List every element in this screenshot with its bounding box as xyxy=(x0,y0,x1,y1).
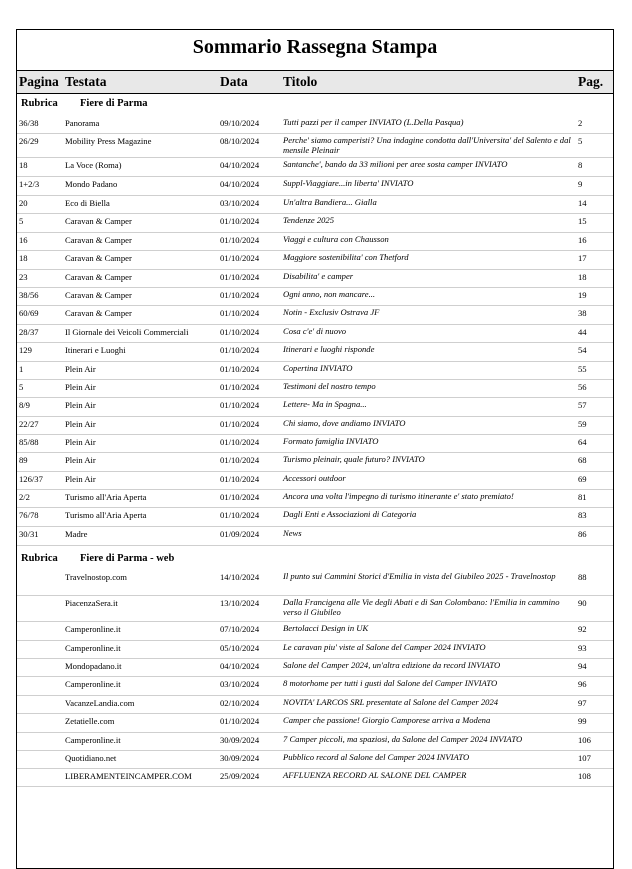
cell-data: 01/09/2024 xyxy=(220,529,260,539)
cell-testata: Madre xyxy=(65,529,88,539)
cell-titolo[interactable]: Dalla Francigena alle Vie degli Abati e di San Colombano: l'Emilia in cammino verso il Giubileo xyxy=(283,597,560,617)
cell-pag: 18 xyxy=(578,272,587,282)
table-row xyxy=(17,714,613,733)
cell-pag: 44 xyxy=(578,327,587,337)
cell-pag: 92 xyxy=(578,624,587,634)
cell-data: 01/10/2024 xyxy=(220,400,260,410)
cell-titolo[interactable]: Camper che passione! Giorgio Camporese arriva a Modena xyxy=(283,715,491,725)
table-row xyxy=(17,527,613,546)
cell-titolo[interactable]: Turismo pleinair, quale futuro? INVIATO xyxy=(283,454,425,464)
cell-testata: Camperonline.it xyxy=(65,679,121,689)
cell-pag: 17 xyxy=(578,253,587,263)
table-row xyxy=(17,251,613,270)
cell-testata: LIBERAMENTEINCAMPER.COM xyxy=(65,771,192,781)
table-row xyxy=(17,398,613,417)
cell-titolo[interactable]: Il punto sui Cammini Storici d'Emilia in vista del Giubileo 2025 - Travelnostop xyxy=(283,571,556,581)
cell-testata: Mondopadano.it xyxy=(65,661,122,671)
cell-titolo[interactable]: Cosa c'e' di nuovo xyxy=(283,326,347,336)
table-row xyxy=(17,508,613,527)
cell-titolo[interactable]: Ogni anno, non mancare... xyxy=(283,289,376,299)
cell-pag: 5 xyxy=(578,136,583,146)
cell-pagina: 5 xyxy=(19,216,24,226)
cell-titolo[interactable]: Lettere- Ma in Spagna... xyxy=(283,399,367,409)
cell-pag: 108 xyxy=(578,771,591,781)
cell-pag: 86 xyxy=(578,529,587,539)
cell-data: 01/10/2024 xyxy=(220,364,260,374)
cell-data: 01/10/2024 xyxy=(220,308,260,318)
cell-pagina: 18 xyxy=(19,253,28,263)
cell-testata: Plein Air xyxy=(65,364,96,374)
cell-data: 01/10/2024 xyxy=(220,382,260,392)
table-row xyxy=(17,733,613,751)
cell-testata: Camperonline.it xyxy=(65,643,121,653)
cell-pag: 99 xyxy=(578,716,587,726)
table-row xyxy=(17,490,613,508)
cell-pagina: 2/2 xyxy=(19,492,30,502)
cell-pag: 93 xyxy=(578,643,587,653)
header-data: Data xyxy=(220,74,248,89)
cell-pagina: 23 xyxy=(19,272,28,282)
cell-testata: Plein Air xyxy=(65,382,96,392)
cell-testata: La Voce (Roma) xyxy=(65,160,122,170)
cell-data: 01/10/2024 xyxy=(220,327,260,337)
cell-titolo[interactable]: Le caravan piu' viste al Salone del Camper 2024 INVIATO xyxy=(283,642,486,652)
cell-testata: Camperonline.it xyxy=(65,624,121,634)
cell-data: 30/09/2024 xyxy=(220,753,260,763)
table-row xyxy=(17,214,613,233)
cell-testata: Camperonline.it xyxy=(65,735,121,745)
cell-testata: Plein Air xyxy=(65,455,96,465)
table-row xyxy=(17,472,613,490)
cell-testata: Plein Air xyxy=(65,474,96,484)
cell-pagina: 36/38 xyxy=(19,118,39,128)
cell-testata: Panorama xyxy=(65,118,100,128)
cell-pagina: 30/31 xyxy=(19,529,39,539)
cell-data: 14/10/2024 xyxy=(220,572,260,582)
cell-testata: Quotidiano.net xyxy=(65,753,117,763)
cell-testata: Plein Air xyxy=(65,419,96,429)
table-row xyxy=(17,696,613,714)
cell-titolo[interactable]: Disabilita' e camper xyxy=(283,271,354,281)
cell-titolo[interactable]: Dagli Enti e Associazioni di Categoria xyxy=(283,509,417,519)
cell-titolo[interactable]: Ancora una volta l'impegno di turismo itinerante e' stato premiato! xyxy=(283,491,514,501)
cell-titolo[interactable]: Salone del Camper 2024, un'altra edizione da record INVIATO xyxy=(283,660,501,670)
cell-data: 07/10/2024 xyxy=(220,624,260,634)
cell-data: 01/10/2024 xyxy=(220,455,260,465)
cell-pag: 19 xyxy=(578,290,587,300)
page-title: Sommario Rassegna Stampa xyxy=(192,36,438,58)
cell-titolo[interactable]: Notin - Exclusiv Ostrava JF xyxy=(283,307,380,317)
cell-data: 01/10/2024 xyxy=(220,253,260,263)
table-row xyxy=(17,596,613,622)
cell-data: 01/10/2024 xyxy=(220,492,260,502)
cell-data: 01/10/2024 xyxy=(220,235,260,245)
cell-titolo[interactable]: Copertina INVIATO xyxy=(283,363,353,373)
cell-data: 03/10/2024 xyxy=(220,198,260,208)
cell-data: 13/10/2024 xyxy=(220,598,260,608)
cell-testata: Zetatielle.com xyxy=(65,716,115,726)
table-row xyxy=(17,435,613,453)
cell-pagina: 126/37 xyxy=(19,474,43,484)
cell-titolo[interactable]: News xyxy=(283,528,302,538)
cell-data: 01/10/2024 xyxy=(220,272,260,282)
cell-pag: 81 xyxy=(578,492,587,502)
cell-pagina: 16 xyxy=(19,235,28,245)
cell-data: 04/10/2024 xyxy=(220,661,260,671)
cell-testata: Plein Air xyxy=(65,400,96,410)
table-row xyxy=(17,751,613,769)
rubrica-label: Rubrica xyxy=(21,553,58,564)
table-row xyxy=(17,270,613,288)
cell-testata: Mondo Padano xyxy=(65,179,118,189)
cell-pagina: 129 xyxy=(19,345,32,355)
cell-testata: Plein Air xyxy=(65,437,96,447)
cell-testata: PiacenzaSera.it xyxy=(65,598,118,608)
cell-pag: 106 xyxy=(578,735,591,745)
cell-titolo[interactable]: Maggiore sostenibilita' con Thetford xyxy=(283,252,409,262)
cell-pag: 83 xyxy=(578,510,587,520)
cell-testata: Itinerari e Luoghi xyxy=(65,345,126,355)
table-row xyxy=(17,641,613,659)
cell-testata: Travelnostop.com xyxy=(65,572,127,582)
cell-titolo[interactable]: NOVITA' LARCOS SRL presentate al Salone del Camper 2024 xyxy=(283,697,499,707)
header-pagina: Pagina xyxy=(19,74,59,89)
cell-pag: 88 xyxy=(578,572,587,582)
cell-data: 01/10/2024 xyxy=(220,345,260,355)
header-testata: Testata xyxy=(65,74,107,89)
table-row xyxy=(17,677,613,696)
cell-pag: 14 xyxy=(578,198,587,208)
table-row xyxy=(17,196,613,214)
table-row xyxy=(17,453,613,472)
cell-titolo[interactable]: Pubblico record al Salone del Camper 2024 INVIATO xyxy=(283,752,470,762)
cell-pag: 15 xyxy=(578,216,587,226)
cell-pag: 16 xyxy=(578,235,587,245)
rubrica-name: Fiere di Parma xyxy=(80,98,148,109)
cell-titolo[interactable]: Suppl-Viaggiare...in liberta' INVIATO xyxy=(283,178,414,188)
cell-pag: 64 xyxy=(578,437,587,447)
cell-titolo[interactable]: 7 Camper piccoli, ma spaziosi, da Salone del Camper 2024 INVIATO xyxy=(283,734,523,744)
cell-titolo[interactable]: Tutti pazzi per il camper INVIATO (L.Della Pasqua) xyxy=(283,117,464,127)
cell-pag: 8 xyxy=(578,160,583,170)
cell-data: 01/10/2024 xyxy=(220,437,260,447)
table-row xyxy=(17,362,613,380)
cell-testata: VacanzeLandia.com xyxy=(65,698,135,708)
table-row xyxy=(17,288,613,306)
cell-titolo[interactable]: Santanche', bando da 33 milioni per aree sosta camper INVIATO xyxy=(283,159,508,169)
table-row xyxy=(17,177,613,196)
cell-pagina: 38/56 xyxy=(19,290,39,300)
cell-pag: 2 xyxy=(578,118,583,128)
cell-pag: 54 xyxy=(578,345,587,355)
table-row xyxy=(17,380,613,398)
cell-pagina: 20 xyxy=(19,198,28,208)
table-row xyxy=(17,622,613,641)
cell-data: 02/10/2024 xyxy=(220,698,260,708)
header-titolo: Titolo xyxy=(283,74,318,89)
table-row xyxy=(17,134,613,158)
cell-testata: Caravan & Camper xyxy=(65,308,132,318)
cell-pag: 96 xyxy=(578,679,587,689)
cell-pagina: 1 xyxy=(19,364,24,374)
cell-testata: Turismo all'Aria Aperta xyxy=(65,510,147,520)
cell-testata: Caravan & Camper xyxy=(65,253,132,263)
cell-data: 04/10/2024 xyxy=(220,179,260,189)
cell-pag: 55 xyxy=(578,364,587,374)
cell-data: 01/10/2024 xyxy=(220,419,260,429)
cell-pag: 9 xyxy=(578,179,583,189)
cell-titolo[interactable]: Testimoni del nostro tempo xyxy=(283,381,376,391)
cell-data: 25/09/2024 xyxy=(220,771,260,781)
cell-data: 01/10/2024 xyxy=(220,474,260,484)
cell-pag: 90 xyxy=(578,598,587,608)
cell-pag: 68 xyxy=(578,455,587,465)
table-row xyxy=(17,417,613,435)
cell-titolo[interactable]: 8 motorhome per tutti i gusti dal Salone del Camper INVIATO xyxy=(283,678,498,688)
cell-pagina: 28/37 xyxy=(19,327,39,337)
cell-pagina: 22/27 xyxy=(19,419,39,429)
cell-titolo[interactable]: Viaggi e cultura con Chausson xyxy=(283,234,389,244)
cell-testata: Caravan & Camper xyxy=(65,216,132,226)
table-row xyxy=(17,306,613,325)
cell-data: 03/10/2024 xyxy=(220,679,260,689)
cell-pagina: 85/88 xyxy=(19,437,39,447)
cell-testata: Turismo all'Aria Aperta xyxy=(65,492,147,502)
table-row xyxy=(17,659,613,677)
cell-pag: 56 xyxy=(578,382,587,392)
cell-pagina: 18 xyxy=(19,160,28,170)
table-header xyxy=(17,70,613,94)
cell-testata: Eco di Biella xyxy=(65,198,110,208)
cell-data: 01/10/2024 xyxy=(220,216,260,226)
header-pag: Pag. xyxy=(578,74,604,89)
cell-data: 05/10/2024 xyxy=(220,643,260,653)
cell-pag: 38 xyxy=(578,308,587,318)
table-row xyxy=(17,343,613,362)
cell-titolo[interactable]: Itinerari e luoghi risponde xyxy=(283,344,375,354)
cell-pag: 94 xyxy=(578,661,587,671)
cell-testata: Caravan & Camper xyxy=(65,272,132,282)
table-row xyxy=(17,570,613,596)
cell-data: 08/10/2024 xyxy=(220,136,260,146)
cell-testata: Caravan & Camper xyxy=(65,235,132,245)
cell-pagina: 60/69 xyxy=(19,308,39,318)
table-row xyxy=(17,325,613,343)
cell-titolo[interactable]: AFFLUENZA RECORD AL SALONE DEL CAMPER xyxy=(283,770,467,780)
cell-titolo[interactable]: Perche' siamo camperisti? Una indagine condotta dall'Universita' del Salento e dal mensile Pleinair xyxy=(283,135,571,155)
cell-testata: Caravan & Camper xyxy=(65,290,132,300)
table-row xyxy=(17,233,613,251)
table-row xyxy=(17,116,613,134)
cell-data: 30/09/2024 xyxy=(220,735,260,745)
cell-titolo[interactable]: Tendenze 2025 xyxy=(283,215,335,225)
cell-data: 09/10/2024 xyxy=(220,118,260,128)
cell-data: 01/10/2024 xyxy=(220,510,260,520)
cell-data: 01/10/2024 xyxy=(220,290,260,300)
cell-pag: 59 xyxy=(578,419,587,429)
cell-pagina: 89 xyxy=(19,455,28,465)
cell-pagina: 76/78 xyxy=(19,510,39,520)
cell-titolo[interactable]: Chi siamo, dove andiamo INVIATO xyxy=(283,418,406,428)
cell-pag: 107 xyxy=(578,753,591,763)
cell-data: 04/10/2024 xyxy=(220,160,260,170)
table-row xyxy=(17,158,613,177)
cell-pag: 97 xyxy=(578,698,587,708)
cell-pagina: 5 xyxy=(19,382,24,392)
cell-pagina: 1+2/3 xyxy=(19,179,40,189)
cell-pag: 57 xyxy=(578,400,587,410)
cell-titolo[interactable]: Un'altra Bandiera... Gialla xyxy=(283,197,377,207)
cell-pag: 69 xyxy=(578,474,587,484)
cell-testata: Mobility Press Magazine xyxy=(65,136,152,146)
cell-pagina: 26/29 xyxy=(19,136,39,146)
cell-titolo[interactable]: Formato famiglia INVIATO xyxy=(283,436,379,446)
cell-data: 01/10/2024 xyxy=(220,716,260,726)
table-row xyxy=(17,769,613,787)
cell-titolo[interactable]: Accessori outdoor xyxy=(283,473,346,483)
rubrica-label: Rubrica xyxy=(21,98,58,109)
cell-testata: Il Giornale dei Veicoli Commerciali xyxy=(65,327,189,337)
cell-titolo[interactable]: Bertolacci Design in UK xyxy=(283,623,369,633)
cell-pagina: 8/9 xyxy=(19,400,30,410)
rubrica-name: Fiere di Parma - web xyxy=(80,553,175,564)
